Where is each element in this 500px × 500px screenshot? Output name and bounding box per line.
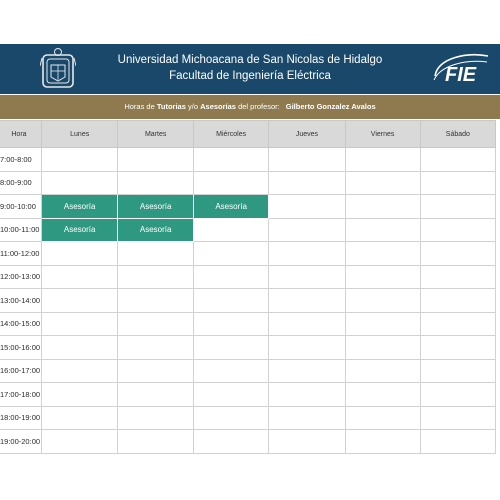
table-row: [0, 289, 496, 313]
column-header-day: Martes: [118, 121, 193, 148]
table-row: [0, 312, 496, 336]
hour-cell: 12:00-13:00: [0, 265, 41, 289]
asesorias-label: Asesorías: [200, 102, 236, 111]
table-row: [0, 336, 496, 360]
empty-slot: [118, 406, 193, 430]
empty-slot: [420, 383, 495, 407]
empty-slot: [269, 289, 345, 313]
university-name: Universidad Michoacana de San Nicolas de Hidalgo: [117, 54, 383, 66]
hour-cell: 9:00-10:00: [0, 195, 41, 219]
table-row: [0, 359, 496, 383]
asesoria-slot: Asesoría: [118, 218, 193, 242]
hour-cell: 8:00-9:00: [0, 171, 41, 195]
table-row: [0, 195, 496, 219]
empty-slot: [420, 148, 495, 172]
empty-slot: [118, 171, 193, 195]
empty-slot: [345, 265, 420, 289]
empty-slot: [420, 430, 495, 454]
hour-cell: 19:00-20:00: [0, 430, 41, 454]
logo-text: FIE: [445, 64, 477, 86]
empty-slot: [345, 430, 420, 454]
empty-slot: [420, 289, 495, 313]
empty-slot: [269, 383, 345, 407]
table-row: [0, 265, 496, 289]
empty-slot: [41, 406, 117, 430]
subheader-text-1: Horas de: [124, 102, 155, 111]
hour-cell: 17:00-18:00: [0, 383, 41, 407]
empty-slot: [41, 312, 117, 336]
empty-slot: [118, 430, 193, 454]
empty-slot: [420, 359, 495, 383]
column-header-day: Miércoles: [193, 121, 268, 148]
asesoria-slot: Asesoría: [41, 195, 117, 219]
column-header-day: Lunes: [41, 121, 117, 148]
table-row: [0, 383, 496, 407]
empty-slot: [345, 148, 420, 172]
empty-slot: [269, 218, 345, 242]
empty-slot: [269, 195, 345, 219]
empty-slot: [345, 406, 420, 430]
empty-slot: [420, 171, 495, 195]
empty-slot: [269, 430, 345, 454]
hour-cell: 16:00-17:00: [0, 359, 41, 383]
university-seal-icon: [40, 46, 76, 92]
header-row: [0, 121, 496, 148]
professor-banner: [0, 95, 500, 119]
table-row: [0, 430, 496, 454]
empty-slot: [41, 289, 117, 313]
empty-slot: [420, 312, 495, 336]
empty-slot: [118, 289, 193, 313]
empty-slot: [41, 430, 117, 454]
empty-slot: [118, 148, 193, 172]
empty-slot: [193, 406, 268, 430]
empty-slot: [118, 312, 193, 336]
hour-cell: 10:00-11:00: [0, 218, 41, 242]
empty-slot: [345, 195, 420, 219]
empty-slot: [193, 265, 268, 289]
empty-slot: [193, 336, 268, 360]
empty-slot: [118, 265, 193, 289]
empty-slot: [269, 336, 345, 360]
empty-slot: [420, 336, 495, 360]
hour-cell: 7:00-8:00: [0, 148, 41, 172]
hour-cell: 15:00-16:00: [0, 336, 41, 360]
empty-slot: [41, 148, 117, 172]
empty-slot: [118, 359, 193, 383]
asesoria-slot: Asesoría: [118, 195, 193, 219]
empty-slot: [193, 359, 268, 383]
empty-slot: [193, 242, 268, 266]
empty-slot: [420, 242, 495, 266]
professor-name: Gilberto Gonzalez Avalos: [285, 102, 376, 111]
empty-slot: [41, 336, 117, 360]
table-row: [0, 148, 496, 172]
table-row: [0, 242, 496, 266]
empty-slot: [345, 242, 420, 266]
empty-slot: [420, 265, 495, 289]
column-header-hora: Hora: [0, 121, 41, 148]
column-header-day: Sábado: [420, 121, 495, 148]
empty-slot: [193, 289, 268, 313]
empty-slot: [420, 218, 495, 242]
empty-slot: [345, 218, 420, 242]
header-banner: [0, 44, 500, 94]
empty-slot: [345, 359, 420, 383]
fie-logo-icon: [432, 50, 490, 88]
empty-slot: [118, 336, 193, 360]
empty-slot: [269, 265, 345, 289]
empty-slot: [420, 406, 495, 430]
schedule-table: [0, 120, 496, 454]
empty-slot: [118, 383, 193, 407]
subheader-text-3: del profesor:: [238, 102, 280, 111]
table-row: [0, 218, 496, 242]
table-row: [0, 406, 496, 430]
empty-slot: [41, 383, 117, 407]
column-header-day: Jueves: [269, 121, 345, 148]
empty-slot: [420, 195, 495, 219]
empty-slot: [41, 359, 117, 383]
empty-slot: [41, 242, 117, 266]
empty-slot: [118, 242, 193, 266]
column-header-day: Viernes: [345, 121, 420, 148]
table-row: [0, 171, 496, 195]
empty-slot: [269, 312, 345, 336]
empty-slot: [193, 148, 268, 172]
tutorias-label: Tutorias: [156, 102, 186, 111]
empty-slot: [345, 289, 420, 313]
empty-slot: [269, 359, 345, 383]
empty-slot: [193, 430, 268, 454]
hour-cell: 14:00-15:00: [0, 312, 41, 336]
empty-slot: [345, 336, 420, 360]
empty-slot: [269, 242, 345, 266]
empty-slot: [193, 171, 268, 195]
hour-cell: 11:00-12:00: [0, 242, 41, 266]
empty-slot: [345, 383, 420, 407]
empty-slot: [269, 171, 345, 195]
empty-slot: [193, 383, 268, 407]
asesoria-slot: Asesoría: [193, 195, 268, 219]
empty-slot: [345, 312, 420, 336]
empty-slot: [269, 148, 345, 172]
hour-cell: 18:00-19:00: [0, 406, 41, 430]
asesoria-slot: Asesoría: [41, 218, 117, 242]
empty-slot: [193, 218, 268, 242]
empty-slot: [193, 312, 268, 336]
hour-cell: 13:00-14:00: [0, 289, 41, 313]
faculty-name: Facultad de Ingeniería Eléctrica: [169, 70, 331, 82]
subheader-text-2: y/o: [188, 102, 199, 111]
empty-slot: [269, 406, 345, 430]
empty-slot: [41, 171, 117, 195]
empty-slot: [41, 265, 117, 289]
empty-slot: [345, 171, 420, 195]
